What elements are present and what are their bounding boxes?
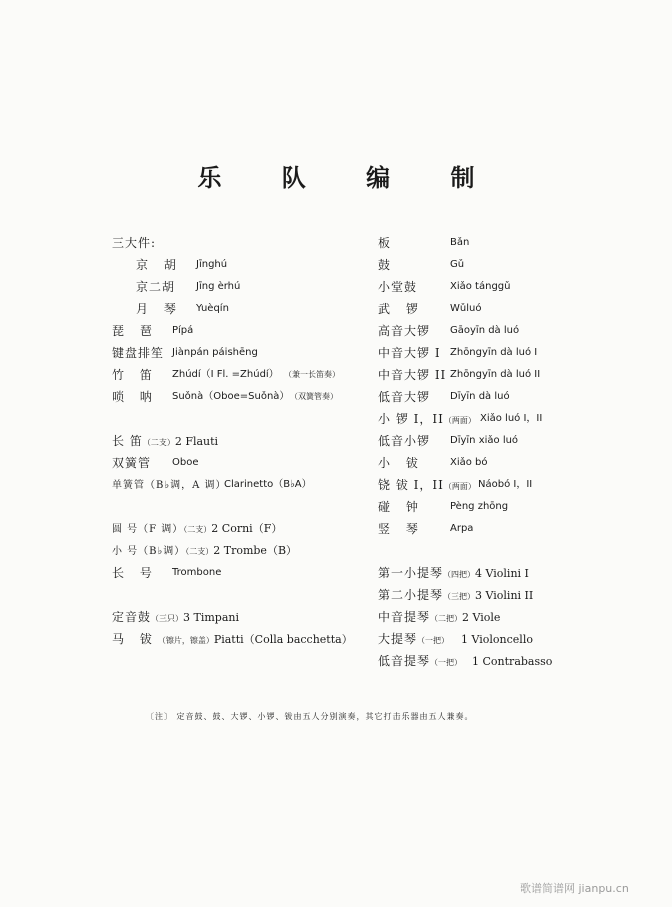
zy1-py: Zhōngyīn dà luó I <box>450 347 538 358</box>
arpa-py: Arpa <box>450 523 474 534</box>
instrument-arpa <box>378 518 658 540</box>
flauti-note: （二支） <box>142 438 175 447</box>
instrument-zhongyin-daluo-1 <box>378 342 658 364</box>
zhudi-note: （兼一长笛奏） <box>284 370 340 379</box>
zy2-zh: 中音大锣 II <box>378 368 447 382</box>
v2-note: （三把） <box>443 592 476 601</box>
instrument-diyin-daluo <box>378 386 658 408</box>
watermark: 歌谱简谱网 jianpu.cn <box>520 882 629 895</box>
xiaotang-py: Xiǎo tánggǔ <box>450 281 511 292</box>
corni-zh: 圆 号（F 调） <box>112 524 184 535</box>
instrument-zhudi <box>112 364 372 386</box>
instrument-diyin-xiaoluo <box>378 430 658 452</box>
instrument-piatti <box>112 628 372 650</box>
corni-en: 2 Corni（F） <box>211 522 283 535</box>
naobo-note: （两面） <box>443 482 476 491</box>
trombe-en: 2 Trombe（B） <box>213 544 298 557</box>
gu-zh: 鼓 <box>378 258 392 272</box>
instrument-suona <box>112 386 372 408</box>
section-sandajian <box>112 232 372 254</box>
flauti-en: 2 Flauti <box>174 435 219 448</box>
xiaoluo-note: （两面） <box>443 416 476 425</box>
instrument-pipa <box>112 320 372 342</box>
yueqin-py: Yuèqín <box>196 303 229 314</box>
right-column <box>378 232 658 672</box>
instrument-flauti <box>112 430 372 452</box>
instrument-yueqin <box>136 298 372 320</box>
dyxl-py: Dīyīn xiǎo luó <box>450 435 519 446</box>
trombone-en: Trombone <box>172 567 222 578</box>
page-title: 乐 队 编 制 <box>197 164 501 192</box>
instrument-trombe <box>112 540 372 562</box>
trombone-zh: 长 号 <box>112 566 158 580</box>
cb-en: 1 Contrabasso <box>472 655 553 668</box>
suona-zh: 唢 呐 <box>112 390 158 404</box>
v2-zh: 第二小提琴 <box>378 588 444 602</box>
instrument-timpani <box>112 606 372 628</box>
corni-note: （二支） <box>183 525 212 534</box>
jianpu-py: Jiànpán páishēng <box>172 347 258 358</box>
gaoyin-zh: 高音大锣 <box>378 324 431 338</box>
naobo-py: Náobó I，II <box>478 479 533 490</box>
timp-en: 3 Timpani <box>183 611 239 624</box>
xiaotang-zh: 小堂鼓 <box>378 280 418 294</box>
v1-note: （四把） <box>443 570 476 579</box>
instrument-gaoyin-daluo <box>378 320 658 342</box>
instrument-violini-1 <box>378 562 658 584</box>
jinghu-zh: 京 胡 <box>136 258 182 272</box>
instrument-corni <box>112 518 372 540</box>
instrument-gu <box>378 254 658 276</box>
flauti-zh: 长 笛 <box>112 434 143 448</box>
jianpu-zh: 键盘排笙 <box>112 346 165 360</box>
pipa-zh: 琵 琶 <box>112 324 158 338</box>
piatti-zh: 马 钹 <box>112 632 158 646</box>
instrument-pengzhong <box>378 496 658 518</box>
piatti-note: （镲片，镲盖） <box>157 636 214 645</box>
pengzhong-py: Pèng zhōng <box>450 501 509 512</box>
zy2-py: Zhōngyīn dà luó II <box>450 369 541 380</box>
diyin-py: Dīyīn dà luó <box>450 391 510 402</box>
instrument-oboe <box>112 452 372 474</box>
instrument-violoncello <box>378 628 658 650</box>
suona-note: （双簧管奏） <box>290 392 338 401</box>
viole-note: （二把） <box>430 614 463 623</box>
instrument-contrabasso <box>378 650 658 672</box>
viole-zh: 中音提琴 <box>378 610 431 624</box>
jingerhu-py: Jīng èrhú <box>196 281 241 292</box>
wuluo-zh: 武 锣 <box>378 302 424 316</box>
yueqin-zh: 月 琴 <box>136 302 182 316</box>
gaoyin-py: Gāoyīn dà luó <box>450 325 520 336</box>
v1-zh: 第一小提琴 <box>378 566 444 580</box>
instrument-xiaobo <box>378 452 658 474</box>
dyxl-zh: 低音小锣 <box>378 434 431 448</box>
vc-note: （一把） <box>417 636 450 645</box>
ban-zh: 板 <box>378 236 392 250</box>
diyin-zh: 低音大锣 <box>378 390 431 404</box>
oboe-en: Oboe <box>172 457 199 468</box>
timp-note: （三只） <box>151 614 184 623</box>
cb-note: （一把） <box>430 658 463 667</box>
v2-en: 3 Violini II <box>475 589 534 602</box>
suona-py: Suǒnà（Oboe=Suǒnà） <box>172 391 290 402</box>
instrument-zhongyin-daluo-2 <box>378 364 658 386</box>
viole-en: 2 Viole <box>462 611 501 624</box>
wuluo-py: Wǔluó <box>450 303 482 314</box>
trombe-zh: 小 号（B♭调） <box>112 546 186 557</box>
instrument-jinghu <box>136 254 372 276</box>
vc-en: 1 Violoncello <box>461 633 533 646</box>
v1-en: 4 Violini I <box>475 567 529 580</box>
xiaobo-py: Xiǎo bó <box>450 457 488 468</box>
cb-zh: 低音提琴 <box>378 654 431 668</box>
instrument-wuluo <box>378 298 658 320</box>
jingerhu-zh: 京二胡 <box>136 280 176 294</box>
instrument-naobo <box>378 474 658 496</box>
footnote: 〔注〕 定音鼓、鼓、大锣、小锣、钹由五人分别演奏，其它打击乐器由五人兼奏。 <box>146 712 474 721</box>
pengzhong-zh: 碰 钟 <box>378 500 424 514</box>
zhudi-zh: 竹 笛 <box>112 368 158 382</box>
vc-zh: 大提琴 <box>378 632 418 646</box>
piatti-en: Piatti（Colla bacchetta） <box>213 633 353 646</box>
instrument-trombone <box>112 562 372 584</box>
sandajian: 三大件: <box>112 236 157 250</box>
xiaoluo-py: Xiǎo luó I，II <box>480 413 543 424</box>
zhudi-py: Zhúdí（I Fl. =Zhúdí） <box>172 369 279 380</box>
instrument-clarinetto <box>112 474 372 496</box>
xiaobo-zh: 小 钹 <box>378 456 424 470</box>
jinghu-py: Jīnghú <box>196 259 228 270</box>
trombe-note: （二支） <box>185 547 214 556</box>
timp-zh: 定音鼓 <box>112 610 152 624</box>
instrument-jingerhu <box>136 276 372 298</box>
instrument-ban <box>378 232 658 254</box>
ban-py: Bǎn <box>450 237 470 248</box>
pipa-py: Pípá <box>172 325 194 336</box>
oboe-zh: 双簧管 <box>112 456 152 470</box>
zy1-zh: 中音大锣 I <box>378 346 441 360</box>
instrument-violini-2 <box>378 584 658 606</box>
instrument-xiaoluo <box>378 408 658 430</box>
instrument-viole <box>378 606 658 628</box>
naobo-zh: 铙 钹 I，II <box>378 478 444 492</box>
gu-py: Gǔ <box>450 259 465 270</box>
xiaoluo-zh: 小 锣 I，II <box>378 412 444 426</box>
instrument-jianpan <box>112 342 372 364</box>
arpa-zh: 竖 琴 <box>378 522 424 536</box>
left-column <box>112 232 372 650</box>
instrument-xiaotanggu <box>378 276 658 298</box>
clar-zh: 单簧管（B♭调，A 调） <box>112 480 227 491</box>
clar-en: Clarinetto（B♭A） <box>224 479 312 490</box>
